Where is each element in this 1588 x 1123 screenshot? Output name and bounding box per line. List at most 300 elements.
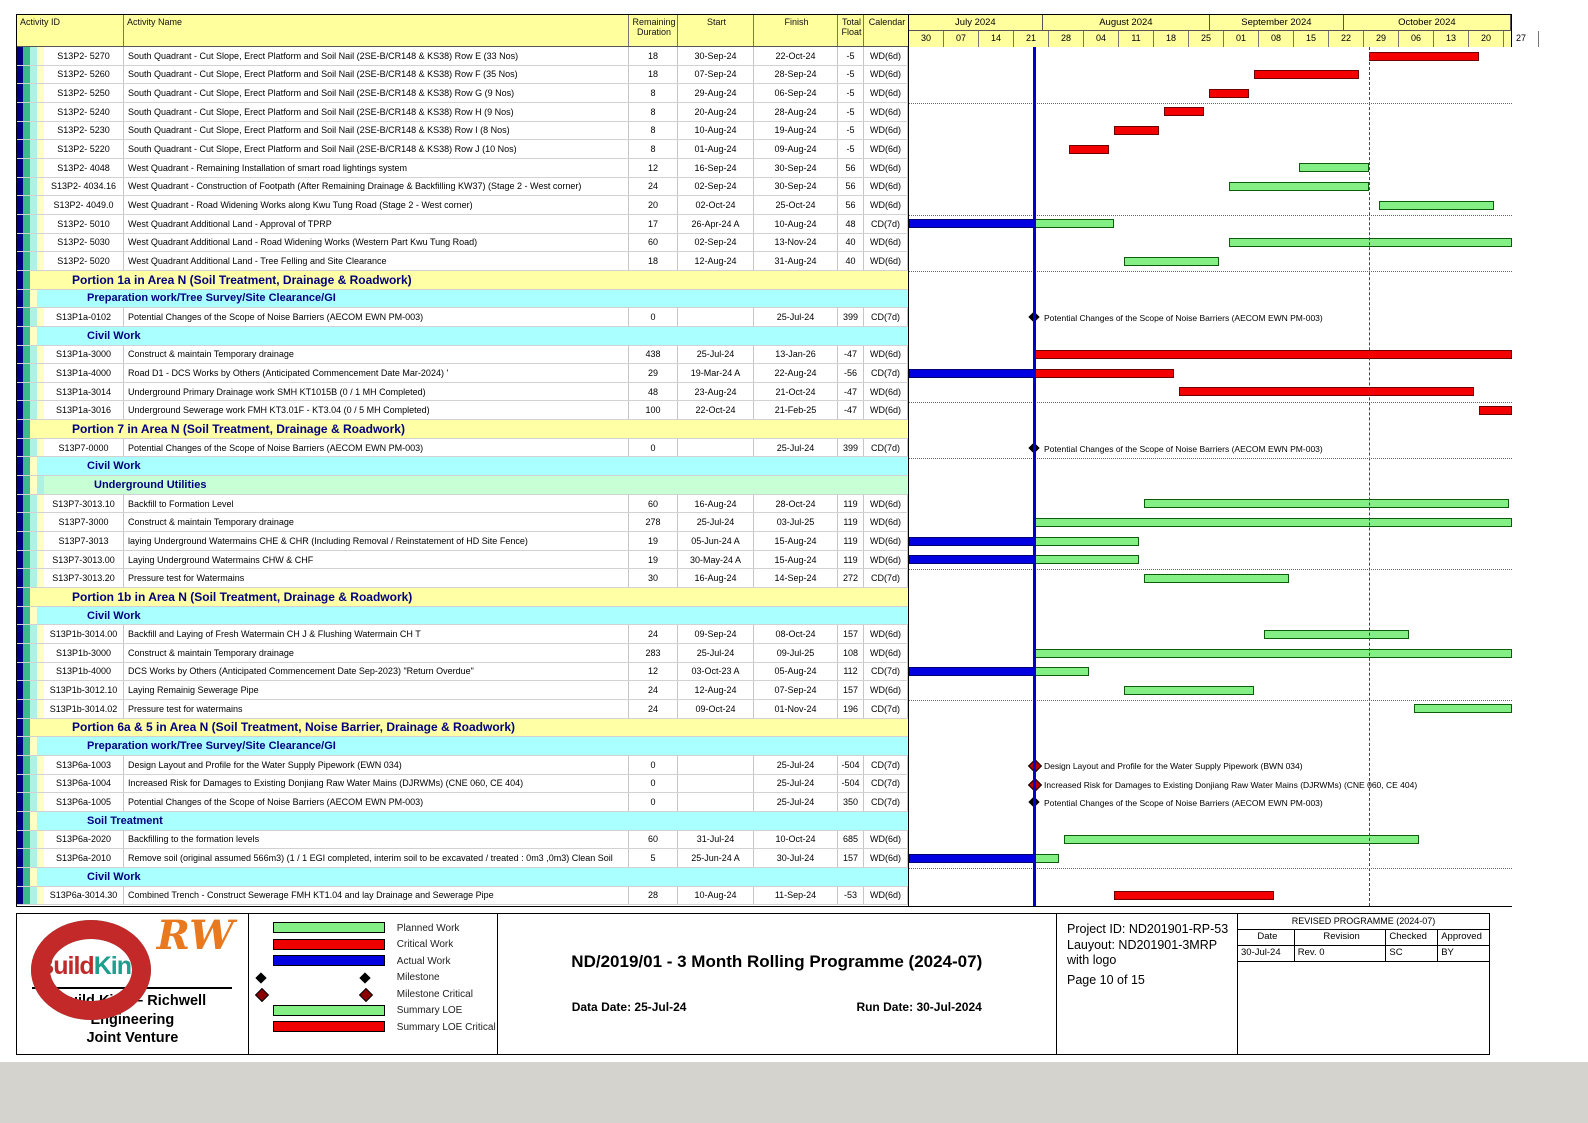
- calendar: CD(7d): [864, 439, 908, 457]
- group-stripe: [30, 569, 37, 587]
- activity-name: Increased Risk for Damages to Existing Donjiang Raw Water Mains (DJRWMs) (CNE 060, CE 404): [124, 775, 629, 793]
- section-row: [17, 868, 908, 887]
- group-stripe: [30, 439, 37, 457]
- remaining-duration: 24: [629, 178, 678, 196]
- rev-header-approved: Approved: [1441, 931, 1482, 942]
- legend-label: Critical Work: [396, 939, 454, 951]
- group-stripe: [30, 383, 37, 401]
- planned-bar: [1264, 630, 1409, 639]
- calendar: CD(7d): [864, 775, 908, 793]
- critical-bar: [1479, 406, 1512, 415]
- activity-id: S13P2- 4034.16: [44, 178, 124, 196]
- group-stripe: [30, 159, 37, 177]
- start-date: 01-Aug-24: [678, 140, 754, 158]
- finish-date: 25-Jul-24: [754, 308, 838, 326]
- finish-date: 05-Aug-24: [754, 663, 838, 681]
- group-stripe: [37, 495, 44, 513]
- milestone-label: Potential Changes of the Scope of Noise Barriers (AECOM EWN PM-003): [1044, 313, 1323, 324]
- group-stripe: [30, 756, 37, 774]
- activity-id: S13P1a-3016: [44, 401, 124, 419]
- page-bottom-margin: [0, 1062, 1588, 1123]
- rev-revision: Rev. 0: [1295, 946, 1387, 961]
- col-header-total-float: Total Float: [838, 15, 864, 46]
- group-stripe: [23, 756, 30, 774]
- section-row: [17, 457, 908, 476]
- total-float: 119: [838, 532, 864, 550]
- total-float: -5: [838, 66, 864, 84]
- table-row: [17, 401, 908, 420]
- table-row: [17, 793, 908, 812]
- activity-name: Remove soil (original assumed 566m3) (1 / 1 EGI completed, interim soil to be excavated / treated : 0m3 ,0m3) Clean Soil: [124, 849, 629, 867]
- total-float: 40: [838, 252, 864, 270]
- calendar: WD(6d): [864, 159, 908, 177]
- table-row: [17, 887, 908, 906]
- start-date: 23-Aug-24: [678, 383, 754, 401]
- dashed-date-line: [1369, 47, 1370, 906]
- activity-name: South Quadrant - Cut Slope, Erect Platform and Soil Nail (2SE-B/CR148 & KS38) Row J (10 Nos): [124, 140, 629, 158]
- gantt-row: [909, 84, 1512, 103]
- remaining-duration: 60: [629, 831, 678, 849]
- remaining-duration: 30: [629, 569, 678, 587]
- logo-text-king: King: [93, 951, 146, 980]
- group-stripe: [23, 140, 30, 158]
- start-date: 22-Oct-24: [678, 401, 754, 419]
- total-float: 399: [838, 439, 864, 457]
- legend-label: Actual Work: [396, 955, 451, 967]
- start-date: 10-Aug-24: [678, 887, 754, 905]
- group-stripe: [30, 681, 37, 699]
- table-row: [17, 644, 908, 663]
- gantt-row: [909, 383, 1512, 402]
- activity-name: Road D1 - DCS Works by Others (Anticipated Commencement Date Mar-2024) ': [124, 364, 629, 382]
- timeline-week-label: 20: [1469, 31, 1504, 47]
- start-date: 02-Sep-24: [678, 178, 754, 196]
- total-float: 119: [838, 551, 864, 569]
- group-stripe: [37, 159, 44, 177]
- legend-swatch: [257, 922, 385, 934]
- legend: [249, 914, 498, 1054]
- group-stripe: [23, 383, 30, 401]
- group-stripe: [23, 178, 30, 196]
- group-stripe: [37, 476, 44, 494]
- group-stripe: [37, 215, 44, 233]
- group-stripe: [23, 401, 30, 419]
- table-row: [17, 364, 908, 383]
- table-row: [17, 513, 908, 532]
- activity-id: S13P7-3013: [44, 532, 124, 550]
- start-date: [678, 308, 754, 326]
- timeline-week-label: 30: [909, 31, 944, 47]
- group-stripe: [30, 812, 37, 830]
- calendar: CD(7d): [864, 215, 908, 233]
- group-stripe: [23, 513, 30, 531]
- legend-label: Milestone: [396, 972, 440, 984]
- legend-item: [257, 937, 497, 954]
- activity-name: South Quadrant - Cut Slope, Erect Platform and Soil Nail (2SE-B/CR148 & KS38) Row F (35 Nos): [124, 66, 629, 84]
- sight-line: [909, 868, 1512, 869]
- legend-swatch: [257, 955, 385, 967]
- timeline-week-label: 28: [1049, 31, 1084, 47]
- activity-id: S13P1b-3000: [44, 644, 124, 662]
- group-stripe: [37, 401, 44, 419]
- finish-date: 08-Oct-24: [754, 625, 838, 643]
- remaining-duration: 8: [629, 84, 678, 102]
- revision-title: REVISED PROGRAMME (2024-07): [1238, 914, 1489, 930]
- gantt-row: [909, 196, 1512, 215]
- section-row: [17, 290, 908, 309]
- table-row: [17, 346, 908, 365]
- planned-bar: [1034, 537, 1139, 546]
- remaining-duration: 60: [629, 234, 678, 252]
- group-stripe: [23, 252, 30, 270]
- group-stripe: [23, 103, 30, 121]
- remaining-duration: 60: [629, 495, 678, 513]
- portion-band-label: Portion 7 in Area N (Soil Treatment, Drainage & Roadwork): [30, 420, 908, 438]
- sub-band-label: Civil Work: [37, 457, 908, 475]
- table-row: [17, 700, 908, 719]
- start-date: 05-Jun-24 A: [678, 532, 754, 550]
- calendar: WD(6d): [864, 346, 908, 364]
- total-float: 119: [838, 513, 864, 531]
- finish-date: 13-Jan-26: [754, 346, 838, 364]
- gantt-row: [909, 849, 1512, 868]
- total-float: 56: [838, 159, 864, 177]
- group-stripe: [23, 737, 30, 755]
- sight-line: [909, 103, 1512, 104]
- gantt-row: [909, 737, 1512, 756]
- gantt-row: [909, 569, 1512, 588]
- activity-name: laying Underground Watermains CHE & CHR (Including Removal / Reinstatement of HD Site Fence): [124, 532, 629, 550]
- group-stripe: [30, 196, 37, 214]
- actual-bar: [909, 667, 1034, 676]
- milestone-diamond-icon: [255, 988, 269, 1002]
- activity-name: Design Layout and Profile for the Water Supply Pipework (EWN 034): [124, 756, 629, 774]
- calendar: WD(6d): [864, 103, 908, 121]
- gantt-row: [909, 271, 1512, 290]
- calendar: WD(6d): [864, 401, 908, 419]
- sub-band-label: Civil Work: [37, 607, 908, 625]
- activity-name: Potential Changes of the Scope of Noise Barriers (AECOM EWN PM-003): [124, 308, 629, 326]
- start-date: 09-Sep-24: [678, 625, 754, 643]
- calendar: WD(6d): [864, 252, 908, 270]
- start-date: 16-Aug-24: [678, 495, 754, 513]
- total-float: 56: [838, 196, 864, 214]
- section-row: [17, 271, 908, 290]
- planned-bar-swatch: [273, 1005, 385, 1016]
- group-stripe: [30, 47, 37, 65]
- planned-bar: [1414, 704, 1512, 713]
- section-row: [17, 327, 908, 346]
- planned-bar: [1124, 686, 1254, 695]
- portion-band-label: Portion 1a in Area N (Soil Treatment, Drainage & Roadwork): [30, 271, 908, 289]
- finish-date: 30-Jul-24: [754, 849, 838, 867]
- activity-id: S13P6a-2020: [44, 831, 124, 849]
- table-row: [17, 308, 908, 327]
- finish-date: 03-Jul-25: [754, 513, 838, 531]
- group-stripe: [23, 495, 30, 513]
- timeline-week-label: 13: [1434, 31, 1469, 47]
- schedule-area: [16, 14, 1526, 907]
- total-float: 399: [838, 308, 864, 326]
- finish-date: 06-Sep-24: [754, 84, 838, 102]
- group-stripe: [37, 793, 44, 811]
- gantt-row: [909, 812, 1512, 831]
- group-stripe: [37, 513, 44, 531]
- start-date: 09-Oct-24: [678, 700, 754, 718]
- group-stripe: [30, 215, 37, 233]
- calendar: WD(6d): [864, 644, 908, 662]
- milestone-diamond-icon: [359, 972, 370, 983]
- total-float: 157: [838, 625, 864, 643]
- group-stripe: [37, 346, 44, 364]
- group-stripe: [30, 607, 37, 625]
- gantt-row: [909, 401, 1512, 420]
- actual-bar: [909, 369, 1034, 378]
- group-stripe: [23, 327, 30, 345]
- section-row: [17, 420, 908, 439]
- finish-date: 28-Sep-24: [754, 66, 838, 84]
- timeline-week-label: 14: [979, 31, 1014, 47]
- project-id: Project ID: ND201901-RP-53: [1067, 922, 1229, 936]
- group-stripe: [23, 271, 30, 289]
- group-stripe: [23, 84, 30, 102]
- group-stripe: [23, 364, 30, 382]
- legend-item: [257, 920, 497, 937]
- activity-id: S13P2- 4049.0: [44, 196, 124, 214]
- remaining-duration: 8: [629, 103, 678, 121]
- milestone-label: Potential Changes of the Scope of Noise Barriers (AECOM EWN PM-003): [1044, 798, 1323, 809]
- group-stripe: [30, 551, 37, 569]
- group-stripe: [37, 551, 44, 569]
- table-row: [17, 215, 908, 234]
- critical-bar: [1164, 107, 1204, 116]
- table-row: [17, 66, 908, 85]
- activity-name: Laying Underground Watermains CHW & CHF: [124, 551, 629, 569]
- calendar: CD(7d): [864, 663, 908, 681]
- calendar: CD(7d): [864, 756, 908, 774]
- actual-bar: [909, 854, 1034, 863]
- critical-bar: [1369, 52, 1479, 61]
- remaining-duration: 278: [629, 513, 678, 531]
- start-date: 30-May-24 A: [678, 551, 754, 569]
- start-date: 25-Jul-24: [678, 644, 754, 662]
- group-stripe: [30, 887, 37, 905]
- milestone-diamond-icon: [359, 988, 373, 1002]
- group-stripe: [23, 887, 30, 905]
- data-date-line: [1033, 47, 1036, 906]
- start-date: 25-Jul-24: [678, 513, 754, 531]
- gantt-row: [909, 457, 1512, 476]
- sub-band-label: Preparation work/Tree Survey/Site Clearance/GI: [37, 737, 908, 755]
- activity-id: S13P7-3013.10: [44, 495, 124, 513]
- critical-bar-swatch: [273, 939, 385, 950]
- group-stripe: [37, 569, 44, 587]
- group-stripe: [30, 66, 37, 84]
- group-stripe: [37, 103, 44, 121]
- layout-name: Lauyout: ND201901-3MRP with logo: [1067, 937, 1217, 968]
- table-row: [17, 569, 908, 588]
- table-row: [17, 775, 908, 794]
- portion-band-label: Portion 1b in Area N (Soil Treatment, Drainage & Roadwork): [30, 588, 908, 606]
- sub-band-label: Underground Utilities: [44, 476, 908, 494]
- table-row: [17, 681, 908, 700]
- group-stripe: [30, 140, 37, 158]
- activity-name: West Quadrant Additional Land - Approval of TPRP: [124, 215, 629, 233]
- remaining-duration: 0: [629, 308, 678, 326]
- legend-swatch: [257, 988, 385, 1000]
- critical-bar: [1034, 350, 1512, 359]
- activity-id: S13P2- 5250: [44, 84, 124, 102]
- table-row: [17, 47, 908, 66]
- activity-name: West Quadrant Additional Land - Tree Felling and Site Clearance: [124, 252, 629, 270]
- calendar: CD(7d): [864, 700, 908, 718]
- activity-id: S13P2- 5240: [44, 103, 124, 121]
- remaining-duration: 8: [629, 122, 678, 140]
- group-stripe: [23, 569, 30, 587]
- finish-date: 28-Aug-24: [754, 103, 838, 121]
- title-block: [16, 913, 1490, 1055]
- table-row: [17, 849, 908, 868]
- group-stripe: [23, 551, 30, 569]
- activity-name: Backfilling to the formation levels: [124, 831, 629, 849]
- finish-date: 10-Aug-24: [754, 215, 838, 233]
- total-float: -47: [838, 401, 864, 419]
- logo-box: [17, 911, 249, 1054]
- group-stripe: [23, 308, 30, 326]
- group-stripe: [30, 290, 37, 308]
- planned-bar: [1144, 574, 1289, 583]
- activity-id: S13P1a-3000: [44, 346, 124, 364]
- total-float: -504: [838, 756, 864, 774]
- calendar: WD(6d): [864, 178, 908, 196]
- finish-date: 11-Sep-24: [754, 887, 838, 905]
- start-date: 25-Jun-24 A: [678, 849, 754, 867]
- group-stripe: [23, 159, 30, 177]
- timeline-month-label: September 2024: [1210, 15, 1344, 31]
- milestone-label: Design Layout and Profile for the Water Supply Pipework (BWN 034): [1044, 760, 1303, 771]
- activity-name: Underground Primary Drainage work SMH KT1015B (0 / 1 MH Completed): [124, 383, 629, 401]
- remaining-duration: 12: [629, 159, 678, 177]
- planned-bar: [1144, 499, 1509, 508]
- group-stripe: [30, 737, 37, 755]
- timeline-week-label: 21: [1014, 31, 1049, 47]
- gantt-row: [909, 476, 1512, 495]
- start-date: 31-Jul-24: [678, 831, 754, 849]
- gantt-row: [909, 66, 1512, 85]
- total-float: -47: [838, 346, 864, 364]
- activity-id: S13P6a-1005: [44, 793, 124, 811]
- section-row: [17, 812, 908, 831]
- gantt-row: [909, 681, 1512, 700]
- group-stripe: [37, 663, 44, 681]
- finish-date: 22-Aug-24: [754, 364, 838, 382]
- finish-date: 15-Aug-24: [754, 532, 838, 550]
- planned-bar: [1064, 835, 1419, 844]
- project-info-box: [1057, 914, 1489, 1054]
- group-stripe: [23, 831, 30, 849]
- activity-id: S13P1b-4000: [44, 663, 124, 681]
- remaining-duration: 12: [629, 663, 678, 681]
- start-date: 02-Oct-24: [678, 196, 754, 214]
- rev-date: 30-Jul-24: [1238, 946, 1295, 961]
- activity-id: S13P6a-3014.30: [44, 887, 124, 905]
- gantt-row: [909, 625, 1512, 644]
- run-date-label: Run Date: 30-Jul-2024: [856, 1000, 982, 1014]
- activity-id: S13P1a-0102: [44, 308, 124, 326]
- sight-line: [909, 458, 1512, 459]
- table-row: [17, 625, 908, 644]
- group-stripe: [23, 607, 30, 625]
- rev-approved: BY: [1441, 947, 1454, 958]
- remaining-duration: 19: [629, 532, 678, 550]
- table-row: [17, 756, 908, 775]
- activity-table-body: [17, 47, 908, 906]
- timeline-month-label: August 2024: [1043, 15, 1210, 31]
- activity-id: S13P2- 5220: [44, 140, 124, 158]
- group-stripe: [30, 234, 37, 252]
- group-stripe: [37, 775, 44, 793]
- group-stripe: [37, 849, 44, 867]
- group-stripe: [23, 457, 30, 475]
- group-stripe: [23, 122, 30, 140]
- planned-bar: [1379, 201, 1494, 210]
- activity-id: S13P2- 5230: [44, 122, 124, 140]
- remaining-duration: 18: [629, 47, 678, 65]
- rev-header-checked: Checked: [1386, 930, 1438, 945]
- portion-band-label: Portion 6a & 5 in Area N (Soil Treatment, Noise Barrier, Drainage & Roadwork): [30, 719, 908, 737]
- finish-date: 22-Oct-24: [754, 47, 838, 65]
- group-stripe: [30, 849, 37, 867]
- critical-bar: [1069, 145, 1109, 154]
- rw-logo: RW: [156, 911, 235, 959]
- finish-date: 25-Jul-24: [754, 793, 838, 811]
- finish-date: 19-Aug-24: [754, 122, 838, 140]
- activity-id: S13P2- 5270: [44, 47, 124, 65]
- actual-bar: [909, 219, 1034, 228]
- start-date: 19-Mar-24 A: [678, 364, 754, 382]
- company-name-line2: Joint Venture: [86, 1030, 179, 1047]
- total-float: 196: [838, 700, 864, 718]
- timeline-week-label: 01: [1224, 31, 1259, 47]
- timeline-month-label: July 2024: [909, 15, 1043, 31]
- table-row: [17, 532, 908, 551]
- activity-id: S13P2- 5010: [44, 215, 124, 233]
- critical-bar: [1179, 387, 1474, 396]
- programme-title: ND/2019/01 - 3 Month Rolling Programme (2024-07): [571, 952, 983, 971]
- calendar: WD(6d): [864, 196, 908, 214]
- legend-label: Planned Work: [396, 922, 460, 934]
- activity-id: S13P2- 5020: [44, 252, 124, 270]
- table-header: [17, 15, 908, 47]
- col-header-activity-id: Activity ID: [17, 15, 124, 46]
- activity-name: West Quadrant Additional Land - Road Widening Works (Western Part Kwu Tung Road): [124, 234, 629, 252]
- activity-id: S13P1a-4000: [44, 364, 124, 382]
- start-date: 20-Aug-24: [678, 103, 754, 121]
- actual-bar: [909, 555, 1034, 564]
- gantt-row: [909, 607, 1512, 626]
- group-stripe: [23, 420, 30, 438]
- group-stripe: [23, 476, 30, 494]
- activity-name: Construct & maintain Temporary drainage: [124, 644, 629, 662]
- remaining-duration: 19: [629, 551, 678, 569]
- build-king-arch-logo: [31, 920, 151, 966]
- group-stripe: [23, 234, 30, 252]
- total-float: -53: [838, 887, 864, 905]
- planned-bar: [1229, 238, 1512, 247]
- timeline-months: [909, 15, 1511, 31]
- finish-date: 09-Jul-25: [754, 644, 838, 662]
- timeline-week-label: 25: [1189, 31, 1224, 47]
